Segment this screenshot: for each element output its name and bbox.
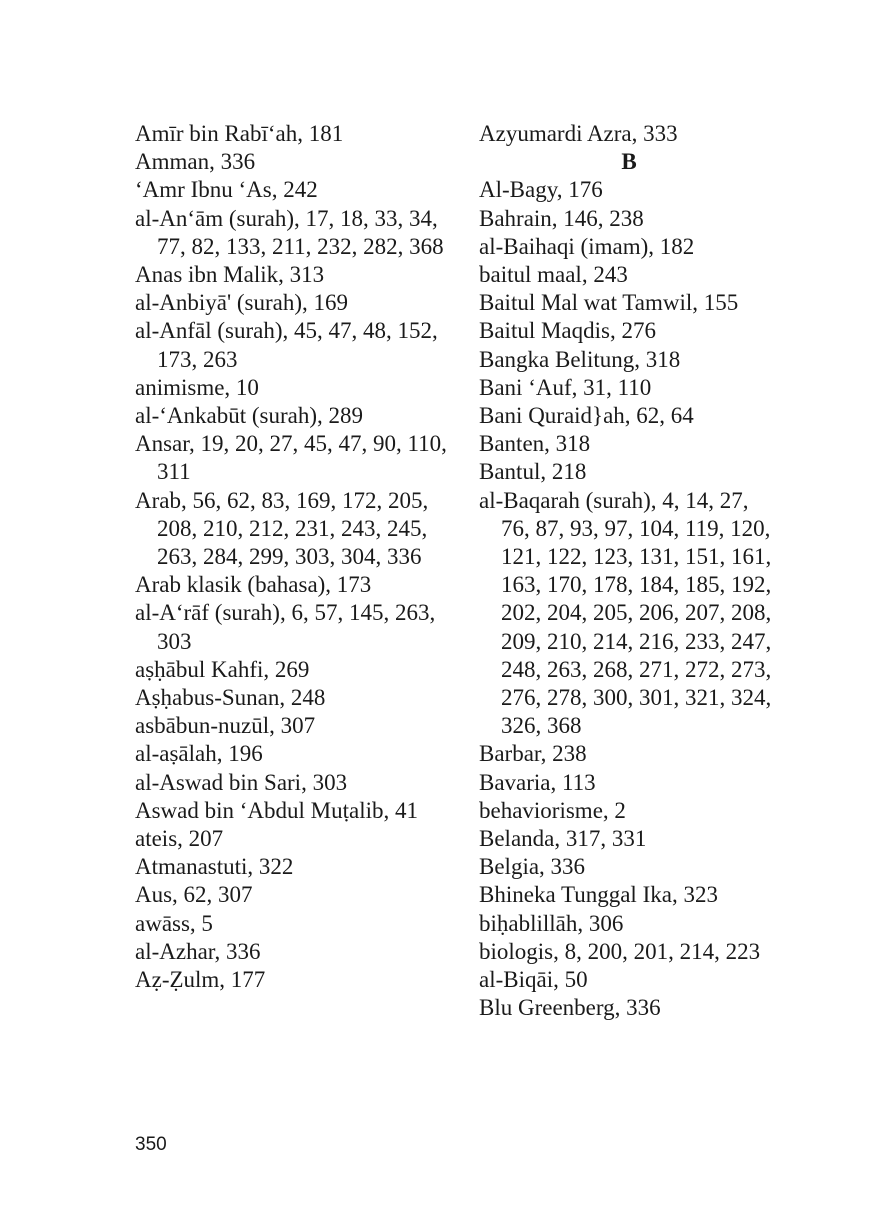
index-column-right xyxy=(479,120,779,1023)
index-entry: Bangka Belitung, 318 xyxy=(479,346,681,372)
index-entry: Al-Bagy, 176 xyxy=(479,177,603,203)
index-entry: ateis, 207 xyxy=(135,826,224,852)
index-entry: al-Baqarah (surah), 4, 14, 27, 76, 87, 93, 97, 104, 119, 120, 121, 122, 123, 131, 151, 161, 163, 170, 178, 184, 185, 192, 202, 204, 205, 206, 207, 208, 209, 210, 214, 216, 233, 247, 248, 263, 268, 271, 272, 273, 276, 278, 300, 301, 321, 324, 326, 368 xyxy=(479,487,772,739)
index-entry: Banten, 318 xyxy=(479,431,591,457)
index-entry: aṣḥābul Kahfi, 269 xyxy=(135,656,310,682)
index-entry: Barbar, 238 xyxy=(479,741,587,767)
index-entry: Aswad bin ‘Abdul Muṭalib, 41 xyxy=(135,797,419,823)
index-entry: asbābun-nuzūl, 307 xyxy=(135,713,316,739)
index-entry: al-Aswad bin Sari, 303 xyxy=(135,769,348,795)
index-entry: Bantul, 218 xyxy=(479,459,587,485)
index-entry: awāss, 5 xyxy=(135,910,213,936)
index-entry: al-Azhar, 336 xyxy=(135,938,261,964)
index-entry: Bani ‘Auf, 31, 110 xyxy=(479,374,652,400)
page-number: 350 xyxy=(135,1134,167,1155)
index-entry: ‘Amr Ibnu ‘As, 242 xyxy=(135,177,318,203)
index-entry: Bani Quraid}ah, 62, 64 xyxy=(479,403,694,429)
index-entry: Arab, 56, 62, 83, 169, 172, 205, 208, 210, 212, 231, 243, 245, 263, 284, 299, 303, 304, 336 xyxy=(135,487,429,570)
index-entry: Amman, 336 xyxy=(135,149,256,175)
index-entry: Aṣḥabus-Sunan, 248 xyxy=(135,685,326,711)
index-entry: biḥablillāh, 306 xyxy=(479,910,624,936)
index-entry: Blu Greenberg, 336 xyxy=(479,995,661,1021)
index-entry: Baitul Mal wat Tamwil, 155 xyxy=(479,290,739,316)
index-entry: al-Baihaqi (imam), 182 xyxy=(479,233,695,259)
index-entry: Bhineka Tunggal Ika, 323 xyxy=(479,882,718,908)
index-entry: Atmanastuti, 322 xyxy=(135,854,294,880)
index-entry: biologis, 8, 200, 201, 214, 223 xyxy=(479,938,761,964)
index-entry: al-An‘ām (surah), 17, 18, 33, 34, 77, 82, 133, 211, 232, 282, 368 xyxy=(135,205,444,259)
index-entry: al-‘Ankabūt (surah), 289 xyxy=(135,403,364,429)
index-entry: al-Biqāi, 50 xyxy=(479,967,588,993)
index-entry: al-Anfāl (surah), 45, 47, 48, 152, 173, 263 xyxy=(135,318,438,372)
index-entry: Aus, 62, 307 xyxy=(135,882,253,908)
index-entry: al-aṣālah, 196 xyxy=(135,741,263,767)
index-entry: Anas ibn Malik, 313 xyxy=(135,262,325,288)
index-entry: animisme, 10 xyxy=(135,374,259,400)
index-entry: Baitul Maqdis, 276 xyxy=(479,318,656,344)
index-entry: Azyumardi Azra, 333 xyxy=(479,121,678,146)
index-entry: Belgia, 336 xyxy=(479,854,586,880)
index-entry: al-A‘rāf (surah), 6, 57, 145, 263, 303 xyxy=(135,600,436,654)
index-entry: behaviorisme, 2 xyxy=(479,797,626,823)
index-entry: Bavaria, 113 xyxy=(479,769,596,795)
index-column-left xyxy=(135,120,465,994)
index-entry: Arab klasik (bahasa), 173 xyxy=(135,572,372,598)
index-entry: baitul maal, 243 xyxy=(479,262,628,288)
index-entry: Ansar, 19, 20, 27, 45, 47, 90, 110, 311 xyxy=(135,431,447,485)
index-entry: Aẓ-Ẓulm, 177 xyxy=(135,967,266,993)
index-entry: Bahrain, 146, 238 xyxy=(479,205,644,231)
index-entry: Belanda, 317, 331 xyxy=(479,826,647,852)
letter-heading: B xyxy=(621,149,637,175)
index-entry: Amīr bin Rabī‘ah, 181 xyxy=(135,121,344,146)
index-entry: al-Anbiyā' (surah), 169 xyxy=(135,290,348,316)
